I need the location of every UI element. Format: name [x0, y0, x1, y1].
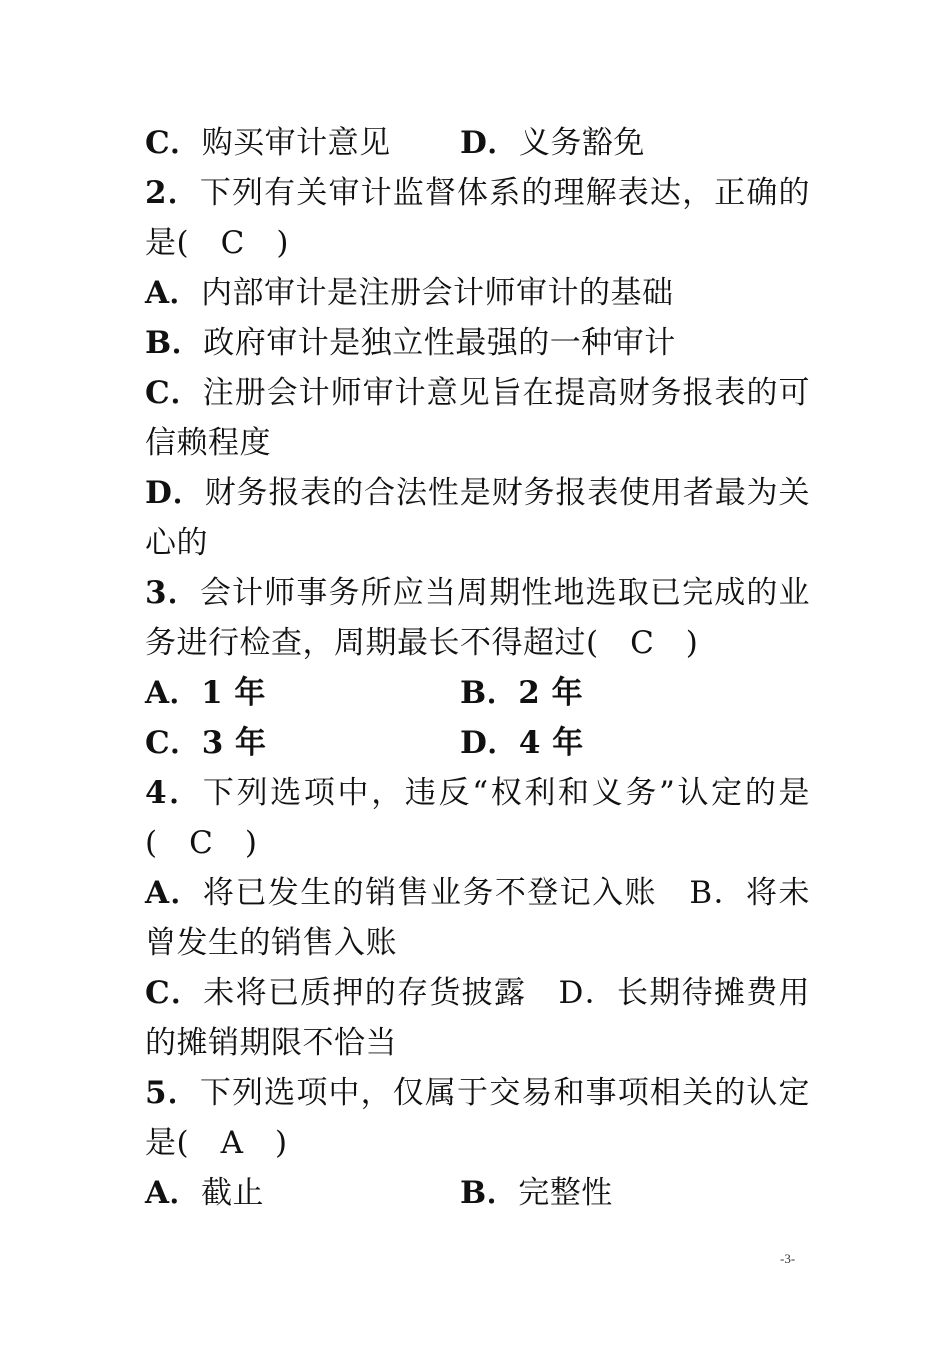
option-label: A．	[145, 1175, 202, 1211]
item-label: B．	[145, 325, 204, 361]
option-line-continued: 曾发生的销售入账	[145, 925, 397, 961]
option-line: A．将已发生的销售业务不登记入账 B．将未	[145, 875, 810, 911]
option-line: B．政府审计是独立性最强的一种审计	[145, 325, 676, 361]
option-text: 截止	[201, 1175, 265, 1211]
option-label: B．	[460, 675, 519, 711]
option-column-2	[460, 723, 584, 763]
option-line	[145, 673, 810, 713]
item-label: A．	[145, 875, 203, 911]
option-column-2	[460, 1173, 613, 1213]
option-line: C．未将已质押的存货披露 D．长期待摊费用	[145, 975, 810, 1011]
option-line	[145, 723, 810, 763]
question-4-answer: ( C )	[145, 825, 258, 861]
question-2-answer: 是( C )	[145, 225, 289, 261]
option-line: C．注册会计师审计意见旨在提高财务报表的可	[145, 375, 810, 411]
option-line-continued: 心的	[145, 525, 208, 561]
option-line	[145, 1173, 810, 1213]
option-line: A．内部审计是注册会计师审计的基础	[145, 275, 674, 311]
question-5-text: 5．下列选项中，仅属于交易和事项相关的认定	[145, 1075, 811, 1111]
option-line: D．财务报表的合法性是财务报表使用者最为关	[145, 475, 811, 511]
item-label: C．	[145, 975, 204, 1011]
option-line	[145, 123, 810, 163]
option-column-2	[460, 673, 583, 713]
page-number: -3-	[780, 1251, 796, 1266]
question-5-answer: 是( A )	[145, 1125, 288, 1161]
option-label: A．	[145, 675, 202, 711]
item-label: 5．	[145, 1075, 200, 1111]
item-label: 4．	[145, 775, 203, 811]
option-label: C．	[145, 725, 202, 761]
option-text: 义务豁免	[518, 125, 645, 161]
option-text: 2 年	[518, 675, 584, 711]
option-label: D．	[460, 725, 519, 761]
option-line-continued: 信赖程度	[145, 425, 271, 461]
option-label: C．	[145, 125, 202, 161]
option-text: 购买审计意见	[201, 125, 391, 161]
option-column-2	[460, 123, 645, 163]
option-line-continued: 的摊销期限不恰当	[145, 1025, 397, 1061]
option-text: 完整性	[518, 1175, 613, 1211]
item-label: C．	[145, 375, 203, 411]
option-label: D．	[460, 125, 519, 161]
question-3-text: 3．会计师事务所应当周期性地选取已完成的业	[145, 575, 811, 611]
option-text: 3 年	[201, 725, 267, 761]
option-text: 4 年	[518, 725, 584, 761]
item-label: D．	[145, 475, 205, 511]
question-2-text: 2．下列有关审计监督体系的理解表达，正确的	[145, 175, 811, 211]
item-label: 3．	[145, 575, 200, 611]
item-label: 2．	[145, 175, 200, 211]
question-3-answer: 务进行检查，周期最长不得超过( C )	[145, 625, 699, 661]
option-text: 1 年	[201, 675, 266, 711]
question-4-text: 4．下列选项中，违反“权利和义务”认定的是	[145, 775, 810, 811]
item-label: A．	[145, 275, 202, 311]
option-label: B．	[460, 1175, 519, 1211]
